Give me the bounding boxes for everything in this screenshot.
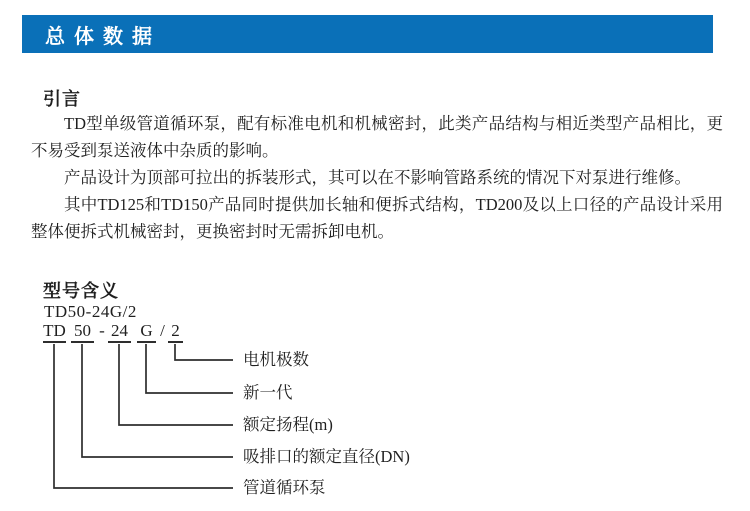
model-connector-line bbox=[175, 344, 233, 360]
model-label-new-generation: 新一代 bbox=[243, 383, 293, 402]
intro-paragraph: 产品设计为顶部可拉出的拆装形式，其可以在不影响管路系统的情况下对泵进行维修。 bbox=[64, 168, 691, 187]
model-label-pump-type: 管道循环泵 bbox=[243, 478, 326, 497]
model-token-50: 50 bbox=[71, 323, 94, 343]
model-connector-line bbox=[119, 344, 233, 425]
model-token-g: G bbox=[137, 323, 156, 343]
intro-heading: 引言 bbox=[43, 89, 81, 109]
model-token-2: 2 bbox=[168, 323, 183, 343]
section-header-bar bbox=[22, 15, 713, 53]
model-meaning-heading: 型号含义 bbox=[43, 281, 119, 301]
model-label-rated-diameter: 吸排口的额定直径(DN) bbox=[243, 447, 410, 466]
model-token-24: 24 bbox=[108, 323, 131, 343]
model-connector-line bbox=[54, 344, 233, 488]
page-title: 总体数据 bbox=[45, 25, 161, 48]
model-label-motor-poles: 电机极数 bbox=[243, 350, 309, 369]
intro-paragraph: TD型单级管道循环泵，配有标准电机和机械密封，此类产品结构与相近类型产品相比，更不易受到泵送液体中杂质的影响。 bbox=[31, 114, 723, 160]
intro-body bbox=[31, 110, 723, 245]
intro-paragraph: 其中TD125和TD150产品同时提供加长轴和便拆式结构，TD200及以上口径的产品设计采用整体便拆式机械密封，更换密封时无需拆卸电机。 bbox=[31, 195, 723, 241]
model-token-dash: - bbox=[99, 321, 105, 340]
model-token-td: TD bbox=[43, 323, 66, 343]
model-label-rated-head: 额定扬程(m) bbox=[243, 415, 333, 434]
model-example-code: TD50-24G/2 bbox=[44, 302, 137, 321]
model-connector-line bbox=[82, 344, 233, 457]
model-token-slash: / bbox=[160, 321, 165, 340]
model-connector-line bbox=[146, 344, 233, 393]
